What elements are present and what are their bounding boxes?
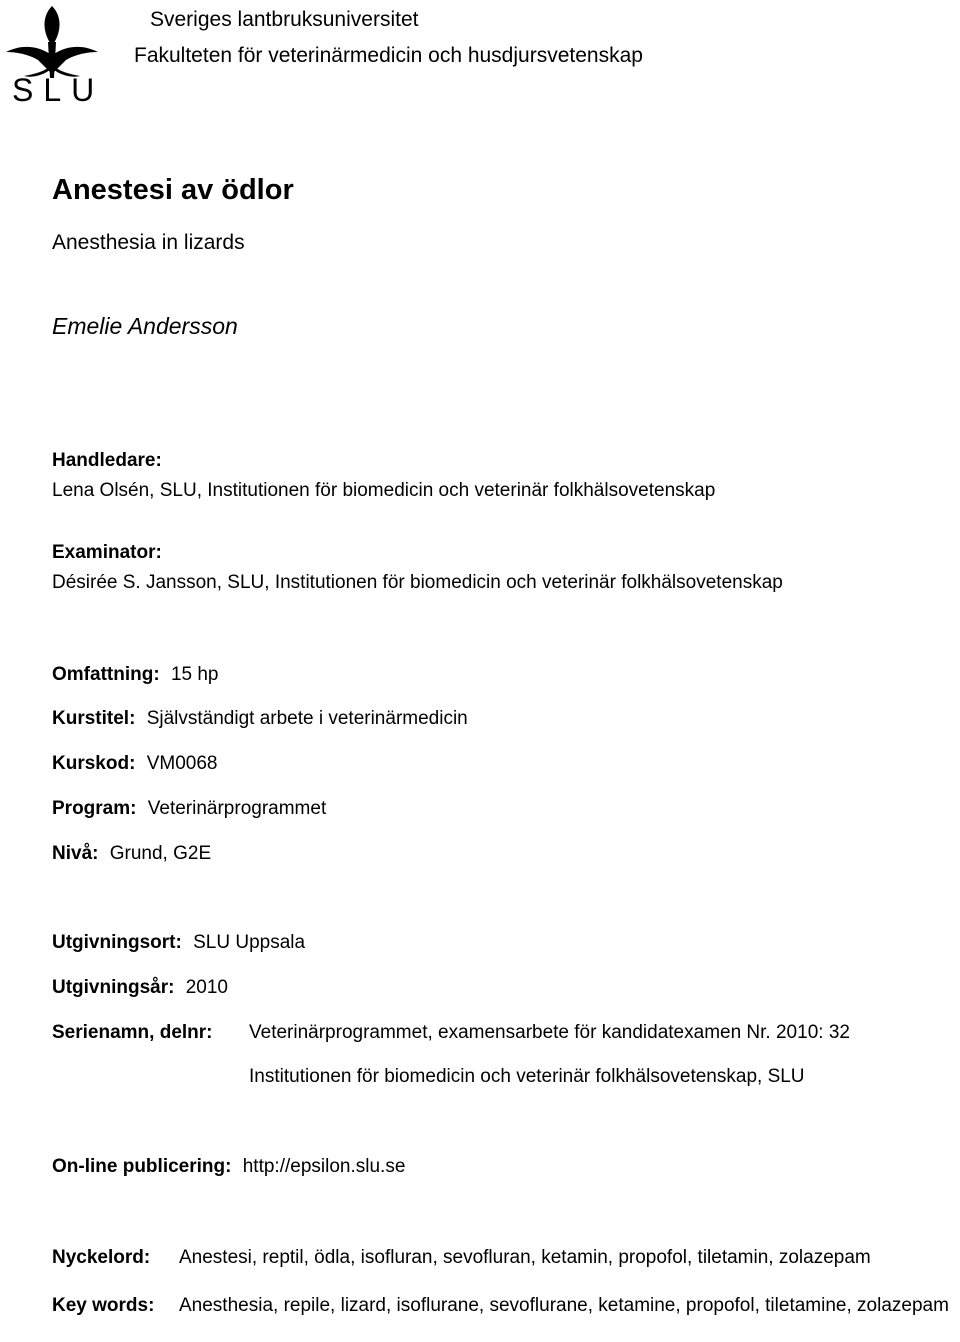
place-value: SLU Uppsala (193, 932, 306, 953)
series-label: Serienamn, delnr: (52, 1022, 213, 1043)
place-row (52, 932, 305, 954)
keywords-en-value: Anesthesia, repile, lizard, isoflurane, sevoflurane, ketamine, propofol, tiletamine, zolazepam (179, 1295, 949, 1316)
supervisor-value: Lena Olsén, SLU, Institutionen för biomedicin och veterinär folkhälsovetenskap (52, 480, 716, 501)
online-label: On-line publicering: (52, 1156, 232, 1177)
course-code-label: Kurskod: (52, 753, 136, 774)
scope-row (52, 664, 218, 686)
slu-logo (4, 2, 105, 108)
logo-wordmark: SLU (12, 72, 105, 108)
faculty-name: Fakulteten för veterinärmedicin och husdjursvetenskap (134, 44, 643, 67)
supervisor-label: Handledare: (52, 450, 162, 471)
program-row (52, 798, 326, 820)
keywords-en-row (52, 1293, 960, 1318)
course-title-row (52, 708, 468, 730)
series-value-line2: Institutionen för biomedicin och veterinär folkhälsovetenskap, SLU (249, 1066, 805, 1087)
online-url-link[interactable]: http://epsilon.slu.se (242, 1156, 406, 1177)
level-label: Nivå: (52, 843, 99, 864)
keywords-sv-label: Nyckelord: (52, 1247, 151, 1268)
keywords-en-label: Key words: (52, 1295, 155, 1316)
program-value: Veterinärprogrammet (147, 798, 327, 819)
level-row (52, 843, 211, 865)
level-value: Grund, G2E (109, 843, 212, 864)
course-code-row (52, 753, 217, 775)
thesis-title: Anestesi av ödlor (52, 174, 294, 206)
course-title-value: Självständigt arbete i veterinärmedicin (146, 708, 468, 729)
place-label: Utgivningsort: (52, 932, 182, 953)
program-label: Program: (52, 798, 137, 819)
keywords-sv-row (52, 1247, 960, 1269)
scope-value: 15 hp (170, 664, 219, 685)
year-label: Utgivningsår: (52, 977, 175, 998)
course-code-value: VM0068 (146, 753, 218, 774)
year-value: 2010 (185, 977, 229, 998)
keywords-sv-value: Anestesi, reptil, ödla, isofluran, sevofluran, ketamin, propofol, tiletamin, zolazepam (179, 1247, 871, 1268)
online-row (52, 1156, 405, 1178)
thesis-subtitle: Anesthesia in lizards (52, 231, 245, 254)
scope-label: Omfattning: (52, 664, 160, 685)
examiner-value: Désirée S. Jansson, SLU, Institutionen för biomedicin och veterinär folkhälsovetenskap (52, 572, 783, 593)
year-row (52, 977, 228, 999)
course-title-label: Kurstitel: (52, 708, 136, 729)
examiner-label: Examinator: (52, 542, 162, 563)
university-name: Sveriges lantbruksuniversitet (150, 8, 419, 31)
author-name: Emelie Andersson (52, 313, 238, 339)
series-value-line1: Veterinärprogrammet, examensarbete för kandidatexamen Nr. 2010: 32 (249, 1022, 850, 1043)
